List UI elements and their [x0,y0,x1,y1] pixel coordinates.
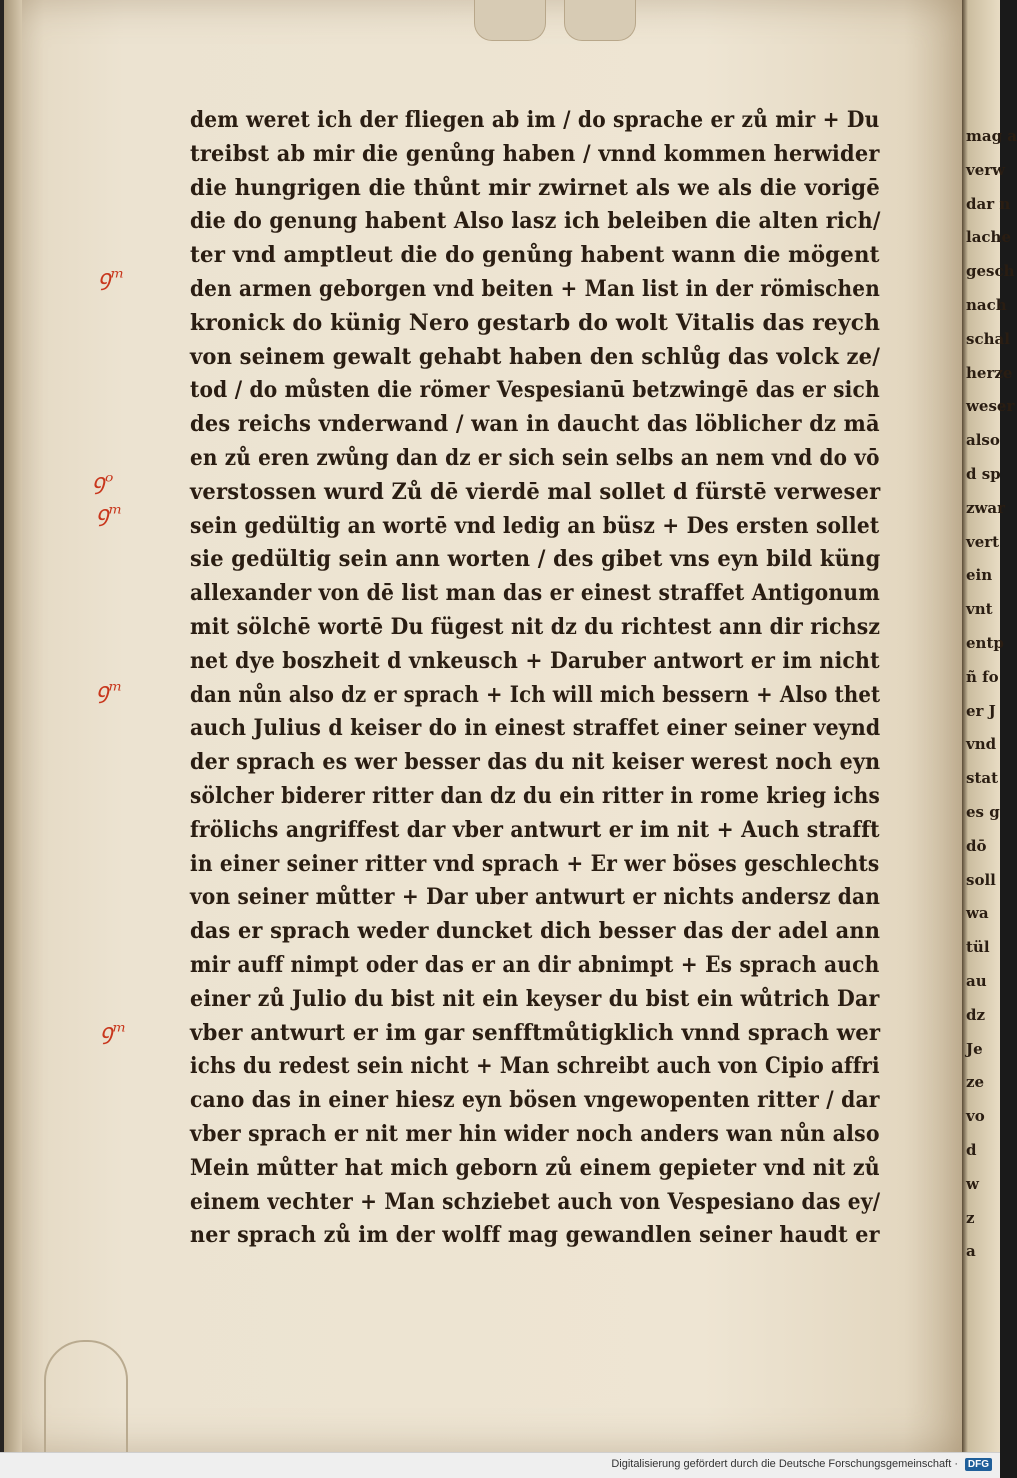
next-page-line: mag a [966,127,1017,145]
next-page-line: w [966,1174,979,1193]
text-line: sölcher biderer ritter dan dz du ein ritter in rome krieg ichs [190,782,880,809]
next-page-line: vert [966,532,1000,551]
text-line: das er sprach weder duncket dich besser das der adel ann [190,918,881,945]
next-page-line: gesch [966,262,1015,281]
next-page-line: weser [966,397,1015,416]
text-line: von seiner můtter + Dar uber antwurt er nichts andersz dan [190,884,881,911]
next-page-line: verw [966,160,1006,179]
text-line: auch Julius d keiser do in einest straffet einer seiner veynd [190,715,881,742]
next-page-line: ze [966,1073,985,1092]
text-line: in einer seiner ritter vnd sprach + Er wer böses geschlechts [190,850,880,877]
next-page-line: herze [966,363,1013,382]
next-page-line: also [966,431,1000,450]
margin-rubric-mark: ꝯᵐ [96,679,123,704]
page-edge [4,0,22,1452]
next-page-line: vnd [966,735,997,754]
margin-rubric-mark: ꝯᵐ [98,266,125,291]
text-line: von seinem gewalt gehabt haben den schlůg das volck ze/ [190,343,881,370]
next-page-line: tül [966,938,990,957]
page-tab-right [564,0,636,41]
next-page-line: dar n [966,194,1011,213]
next-page-line: lache [966,228,1011,247]
text-line: net dye boszheit d vnkeusch + Daruber antwort er im nicht [190,647,880,674]
text-line: dan nůn also dz er sprach + Ich will mich bessern + Also thet [190,681,881,708]
next-page-line: d [966,1140,977,1159]
text-line: ichs du redest sein nicht + Man schreibt auch von Cipio affri [190,1053,880,1080]
next-page-line: es g [966,802,1000,821]
text-line: die do genung habent Also lasz ich beleiben die alten rich/ [190,208,881,235]
text-line: ter vnd amptleut die do genůng habent wann die mögent [190,242,880,269]
text-line: den armen geborgen vnd beiten + Man list in der römischen [190,275,880,302]
dfg-logo: DFG [965,1458,992,1471]
footer-bar [0,1452,1000,1478]
next-page-line: z [966,1208,975,1227]
text-line: dem weret ich der fliegen ab im / do sprache er zů mir + Du [190,107,880,133]
next-page-line: ein [966,566,993,585]
next-page-text-fragments [966,120,1017,1269]
text-line: allexander von dē list man das er einest straffet Antigonum [190,580,880,607]
text-line: vber sprach er nit mer hin wider noch anders wan nůn also [190,1120,880,1147]
next-page-line: Je [966,1039,983,1058]
text-line: en zů eren zwůng dan dz er sich sein selbs an nem vnd do vō [190,444,880,471]
text-line: verstossen wurd Zů dē vierdē mal sollet d fürstē verweser [190,478,881,505]
text-line: vber antwurt er im gar senfftmůtigklich vnnd sprach wer [190,1019,881,1046]
next-page-line: nach [966,295,1007,314]
next-page-line: wa [966,904,989,923]
text-line: einer zů Julio du bist nit ein keyser du bist ein wůtrich Dar [190,985,880,1012]
next-page-line: au [966,971,987,990]
text-line: sie gedültig sein ann worten / des gibet vns eyn bild küng [190,546,881,573]
text-line: tod / do můsten die römer Vespesianū betzwingē das er sich [190,377,880,404]
next-page-line: vo [966,1107,985,1126]
text-line: mit sölchē wortē Du fügest nit dz du richtest ann dir richsz [190,613,881,640]
text-line: treibst ab mir die genůng haben / vnnd kommen herwider [190,140,880,167]
page-text [190,104,890,1253]
text-line: einem vechter + Man schziebet auch von Vespesiano das ey/ [190,1188,881,1215]
funding-notice: Digitalisierung gefördert durch die Deutsche Forschungsgemeinschaft · [611,1458,958,1470]
text-line: frölichs angriffest dar vber antwurt er im nit + Auch strafft [190,816,880,843]
page-clip-mark [44,1340,128,1454]
text-line: ner sprach zů im der wolff mag gewandlen seiner haudt er [190,1222,880,1249]
text-line: die hungrigen die thůnt mir zwirnet als we als die vorigē [190,174,881,201]
text-line: mir auff nimpt oder das er an dir abnimpt + Es sprach auch [190,951,880,978]
next-page-line: ñ fo [966,667,999,686]
text-line: Mein můtter hat mich geborn zů einem gepieter vnd nit zů [190,1154,880,1181]
next-page-line: entp [966,633,1004,652]
margin-rubric-mark: ꝯᵒ [92,470,114,495]
text-line: cano das in einer hiesz eyn bösen vngewopenten ritter / dar [190,1087,880,1114]
next-page-line: schal [966,329,1010,348]
text-line: des reichs vnderwand / wan in daucht das löblicher dz mā [190,411,880,438]
text-line: kronick do künig Nero gestarb do wolt Vitalis das reych [190,309,881,336]
next-page-line: a [966,1242,976,1261]
margin-rubric-mark: ꝯᵐ [96,502,123,527]
page-tab-left [474,0,546,41]
text-line: der sprach es wer besser das du nit keiser werest noch eyn [190,749,881,776]
next-page-line: d sp [966,464,1001,483]
next-page-line: vnt [966,600,993,619]
text-line: sein gedültig an wortē vnd ledig an büsz + Des ersten sollet [190,512,880,539]
next-page-line: dō [966,836,987,855]
margin-rubric-mark: ꝯᵐ [100,1020,127,1045]
next-page-line: soll [966,870,996,889]
next-page-line: stat [966,769,999,788]
next-page-line: er J [966,701,996,720]
next-page-line: zwar [966,498,1006,517]
next-page-line: dz [966,1005,986,1024]
